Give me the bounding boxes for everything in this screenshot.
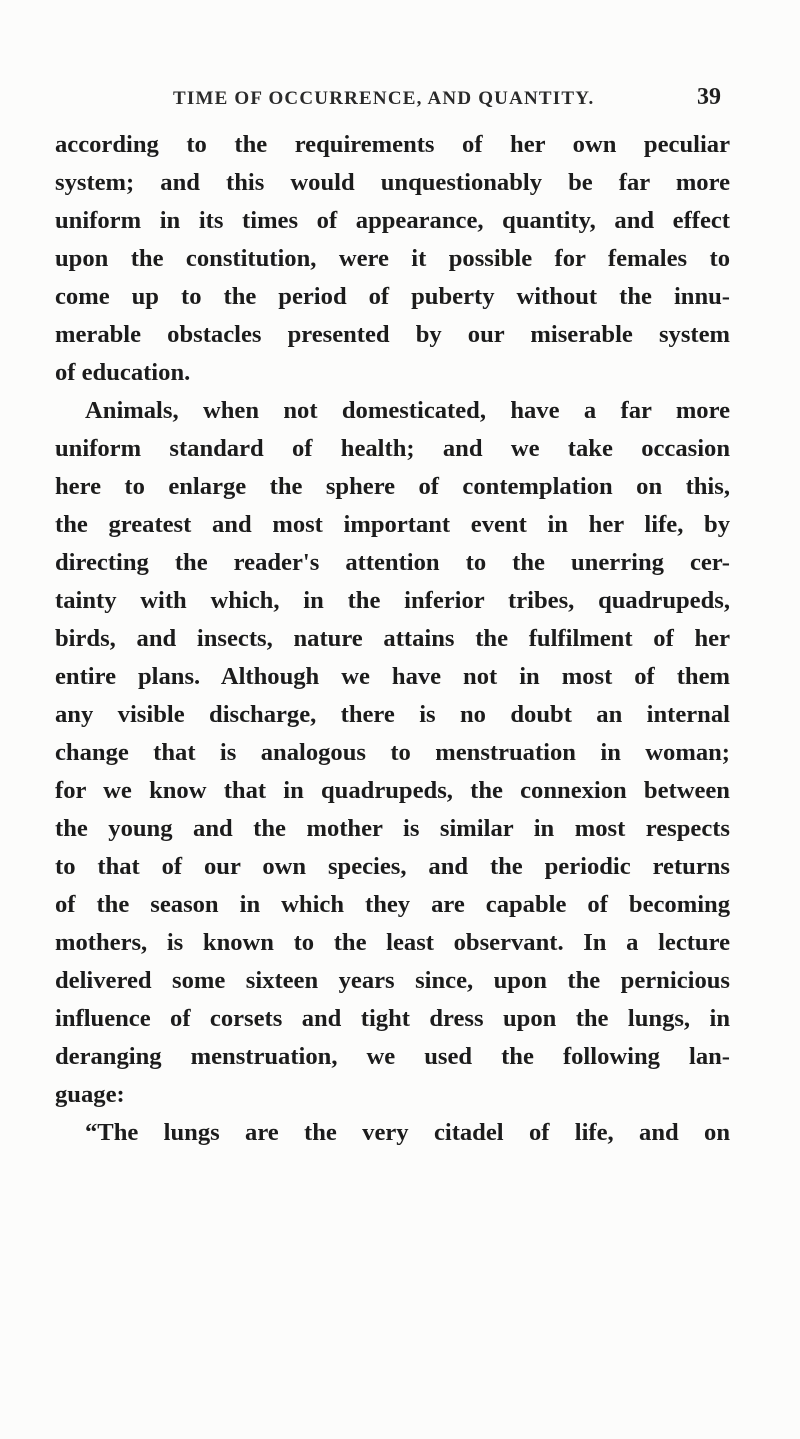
text-line: for we know that in quadrupeds, the connexion between: [55, 777, 730, 804]
text-line: according to the requirements of her own peculiar: [55, 131, 730, 158]
text-line: of the season in which they are capable of becoming: [55, 891, 730, 918]
text-line: entire plans. Although we have not in most of them: [55, 663, 730, 690]
text-line: of education.: [55, 359, 191, 386]
text-line: directing the reader's attention to the unerring cer-: [55, 549, 730, 576]
text-line: birds, and insects, nature attains the fulfilment of her: [55, 625, 730, 652]
text-line: delivered some sixteen years since, upon the pernicious: [55, 967, 730, 994]
text-line: uniform in its times of appearance, quantity, and effect: [55, 207, 730, 234]
text-line: the greatest and most important event in her life, by: [55, 511, 730, 538]
text-line: upon the constitution, were it possible for females to: [55, 245, 730, 272]
quotation-start-line: “The lungs are the very citadel of life, and on: [85, 1119, 730, 1146]
text-line: here to enlarge the sphere of contemplation on this,: [55, 473, 730, 500]
page-number: 39: [697, 84, 721, 110]
text-line: guage:: [55, 1081, 125, 1108]
text-line: the young and the mother is similar in most respects: [55, 815, 730, 842]
body-text: [55, 126, 730, 1152]
text-line: tainty with which, in the inferior tribes, quadrupeds,: [55, 587, 730, 614]
running-head: [173, 84, 721, 118]
text-line: uniform standard of health; and we take occasion: [55, 435, 730, 462]
text-line: to that of our own species, and the periodic returns: [55, 853, 730, 880]
text-line: any visible discharge, there is no doubt an internal: [55, 701, 730, 728]
text-line: mothers, is known to the least observant. In a lecture: [55, 929, 730, 956]
text-line: come up to the period of puberty without the innu-: [55, 283, 730, 310]
text-line: merable obstacles presented by our miserable system: [55, 321, 730, 348]
text-line: change that is analogous to menstruation in woman;: [55, 739, 730, 766]
text-line: influence of corsets and tight dress upon the lungs, in: [55, 1005, 730, 1032]
paragraph-start-line: Animals, when not domesticated, have a far more: [85, 397, 730, 424]
running-head-title: TIME OF OCCURRENCE, AND QUANTITY.: [173, 88, 595, 109]
text-line: system; and this would unquestionably be far more: [55, 169, 730, 196]
text-line: deranging menstruation, we used the following lan-: [55, 1043, 730, 1070]
